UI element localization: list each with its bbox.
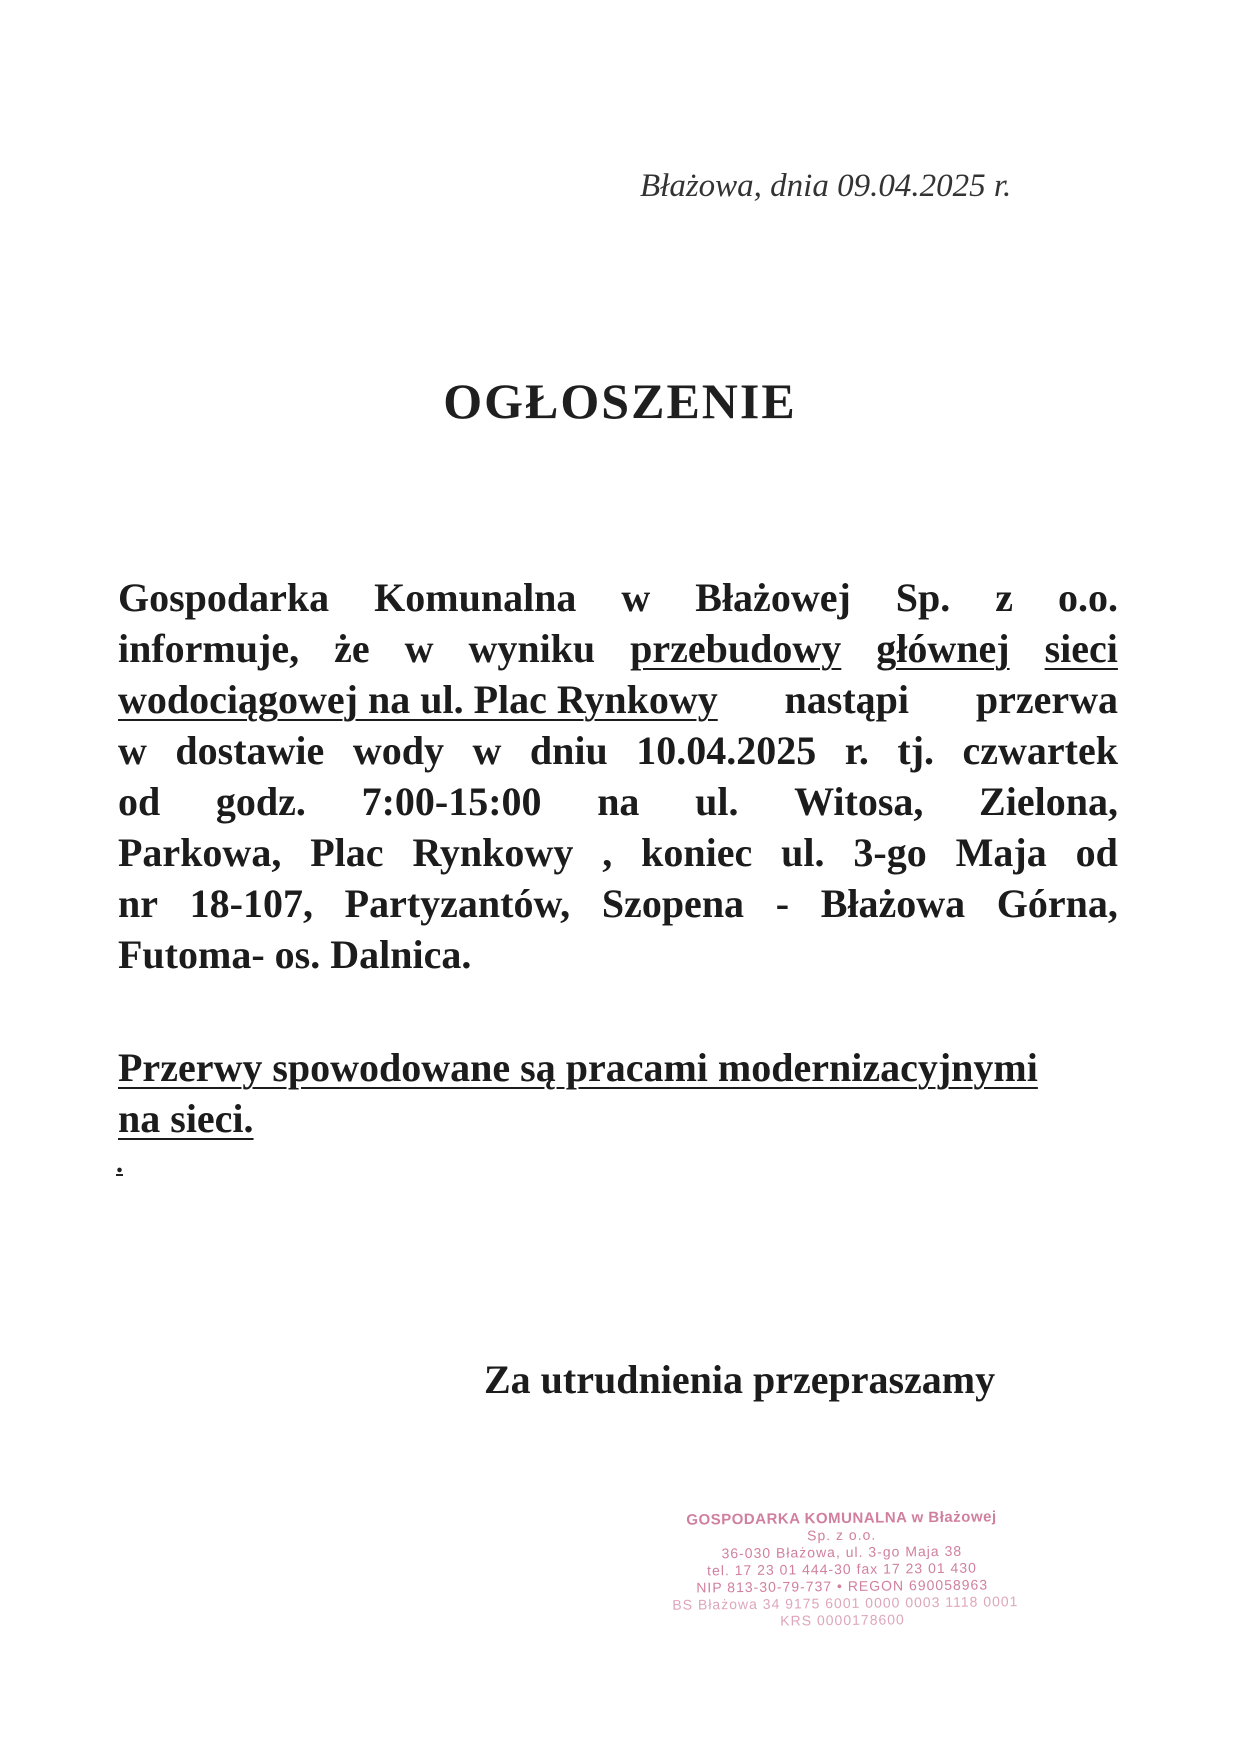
body-word: nastąpi — [784, 677, 910, 722]
body-word: ul. — [781, 830, 825, 875]
body-word: dniu — [529, 728, 608, 773]
company-stamp — [671, 1508, 1019, 1631]
underlined-note — [118, 1042, 1078, 1144]
note-line-1: Przerwy spowodowane są pracami modernizacyjnymi — [118, 1045, 1038, 1090]
body-word: Komunalna — [374, 575, 577, 620]
body-word: Sp. — [895, 575, 951, 620]
body-word: wody — [352, 728, 444, 773]
body-line-1 — [118, 572, 1118, 623]
body-word: 7:00-15:00 — [361, 779, 542, 824]
body-word-underlined: sieci — [1044, 626, 1118, 671]
body-word: Witosa, — [794, 779, 924, 824]
body-word: godz. — [215, 779, 306, 824]
body-word: nr — [118, 881, 158, 926]
stamp-line: Sp. z o.o. — [806, 1526, 877, 1544]
body-word: Plac — [310, 830, 384, 875]
body-word: 10.04.2025 — [636, 728, 817, 773]
body-word-underlined: głównej — [876, 626, 1010, 671]
body-line-8 — [118, 929, 1118, 980]
body-word: o.o. — [1057, 575, 1118, 620]
body-word: Parkowa, — [118, 830, 282, 875]
stamp-line: BS Błażowa 34 9175 6001 0000 0003 1118 0001 — [672, 1593, 1019, 1613]
stamp-line: NIP 813-30-79-737 • REGON 690058963 — [696, 1576, 989, 1596]
stamp-line: 36-030 Błażowa, ul. 3-go Maja 38 — [721, 1542, 963, 1562]
body-word: Partyzantów, — [344, 881, 571, 926]
body-word: wyniku — [468, 626, 596, 671]
body-word: od — [118, 779, 161, 824]
body-phrase-underlined: wodociągowej na ul. Plac Rynkowy — [118, 677, 718, 722]
note-line-2: na sieci. — [118, 1096, 254, 1141]
closing-apology: Za utrudnienia przepraszamy — [484, 1357, 996, 1402]
stray-dot: . — [116, 1148, 123, 1179]
body-word: , — [602, 830, 613, 875]
body-word: Górna, — [996, 881, 1118, 926]
body-line-5 — [118, 776, 1118, 827]
body-word: Maja — [955, 830, 1047, 875]
body-word: - — [775, 881, 790, 926]
date-line: Błażowa, dnia 09.04.2025 r. — [640, 168, 1012, 204]
body-line-7 — [118, 878, 1118, 929]
stamp-line: KRS 0000178600 — [780, 1611, 905, 1629]
body-word: tj. — [897, 728, 935, 773]
body-word: dostawie — [175, 728, 325, 773]
announcement-body — [118, 572, 1118, 980]
body-word: Zielona, — [979, 779, 1118, 824]
body-word: 18-107, — [189, 881, 313, 926]
body-word: Błażowej — [695, 575, 851, 620]
body-word: czwartek — [962, 728, 1118, 773]
body-word: koniec — [641, 830, 753, 875]
body-word: z — [995, 575, 1013, 620]
stamp-line: tel. 17 23 01 444-30 fax 17 23 01 430 — [707, 1559, 977, 1579]
document-title: OGŁOSZENIE — [443, 373, 797, 429]
body-word: r. — [844, 728, 869, 773]
body-word: informuje, — [118, 626, 300, 671]
body-line-4 — [118, 725, 1118, 776]
body-word: ul. — [695, 779, 739, 824]
body-word-underlined: przebudowy — [630, 626, 842, 671]
body-word: na — [597, 779, 640, 824]
body-word: od — [1075, 830, 1118, 875]
body-word: w — [118, 728, 147, 773]
body-word: Futoma- os. Dalnica. — [118, 932, 472, 977]
body-word: Gospodarka — [118, 575, 330, 620]
body-word: przerwa — [975, 677, 1118, 722]
body-word: że — [334, 626, 370, 671]
body-word: w — [621, 575, 651, 620]
body-line-2 — [118, 623, 1118, 674]
stamp-line: GOSPODARKA KOMUNALNA w Błażowej — [686, 1508, 997, 1529]
body-line-3 — [118, 674, 1118, 725]
body-word: w — [472, 728, 502, 773]
body-word: 3-go — [853, 830, 927, 875]
body-word: Błażowa — [820, 881, 966, 926]
body-word: Szopena — [601, 881, 745, 926]
body-word: w — [404, 626, 434, 671]
body-word: Rynkowy — [412, 830, 574, 875]
body-line-6 — [118, 827, 1118, 878]
